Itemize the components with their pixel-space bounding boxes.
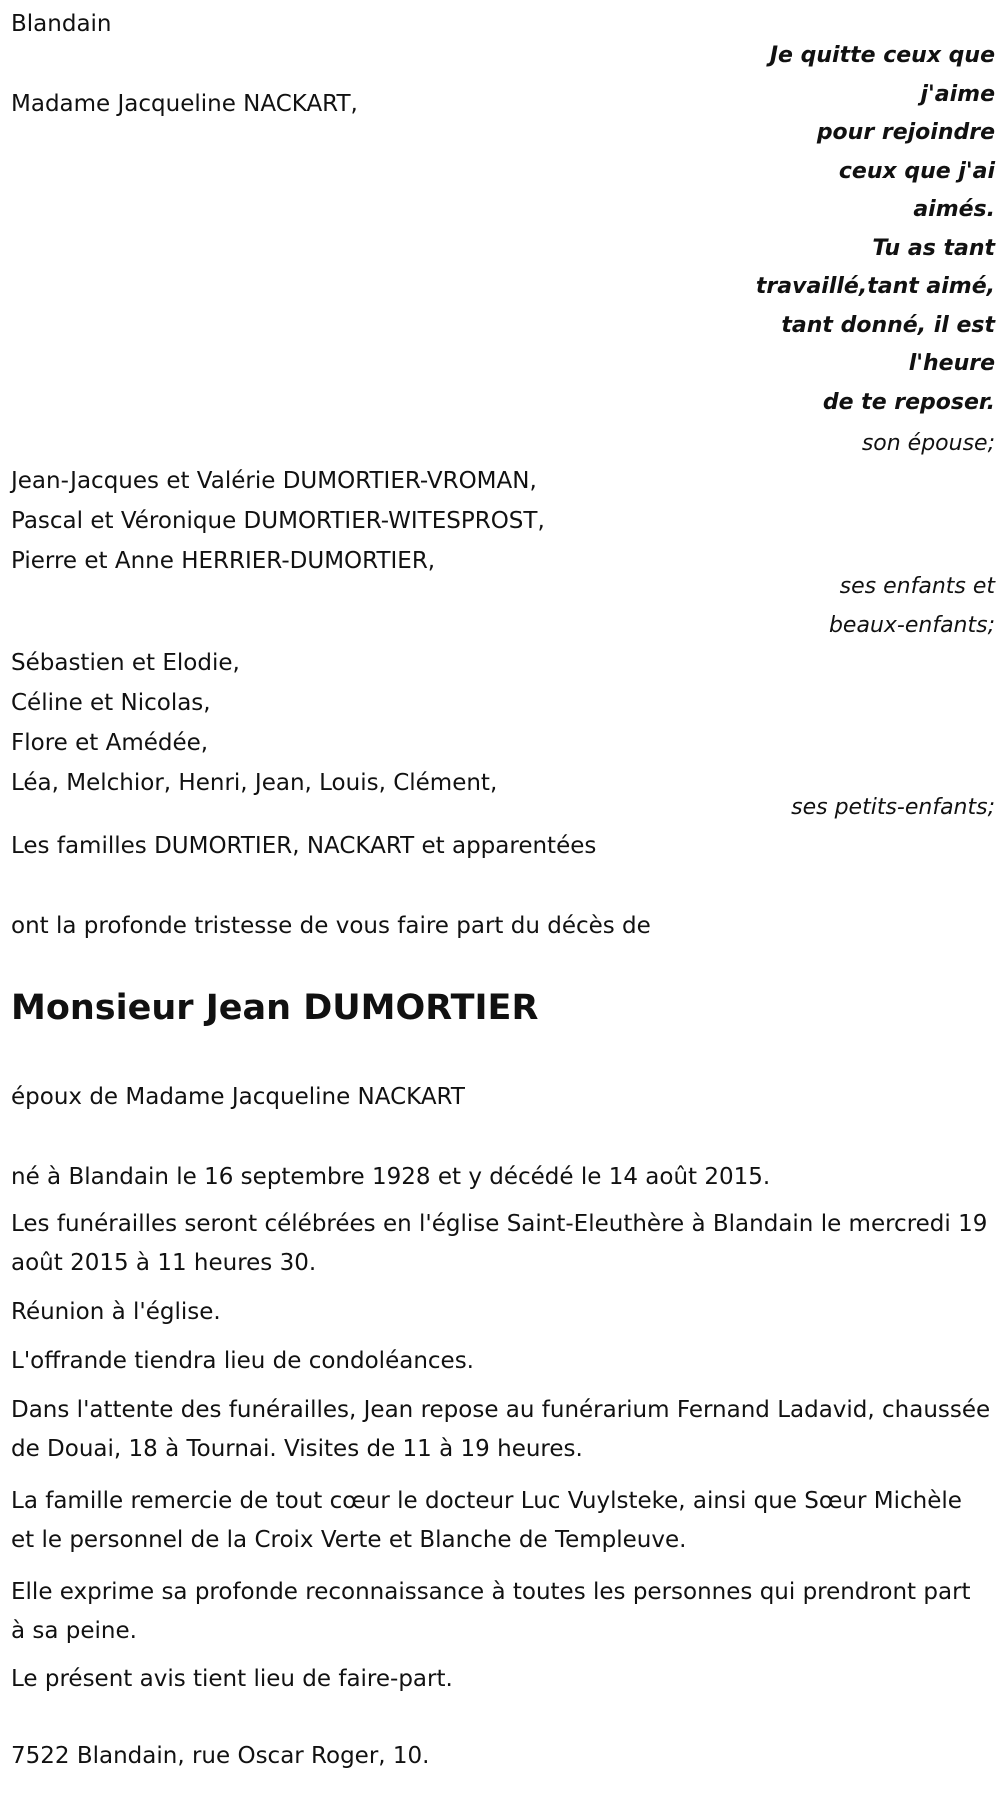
- deceased-relation: époux de Madame Jacqueline NACKART: [11, 1084, 465, 1110]
- meeting-line: Réunion à l'église.: [11, 1299, 221, 1325]
- quote-line: travaillé,tant aimé,: [755, 274, 995, 299]
- spouse-role-label: son épouse;: [861, 431, 995, 456]
- quote-line: Je quitte ceux que: [769, 43, 995, 68]
- families-line: Les familles DUMORTIER, NACKART et apparentées: [11, 833, 597, 859]
- grandchild-name: Sébastien et Elodie,: [11, 650, 240, 676]
- child-name: Pascal et Véronique DUMORTIER-WITESPROST,: [11, 508, 545, 534]
- children-role: [829, 567, 995, 645]
- funeral-paragraph: Les funérailles seront célébrées en l'église Saint-Eleuthère à Blandain le mercredi 19 août 2015 à 11 heures 30.: [11, 1211, 988, 1276]
- quote-line: ceux que j'ai: [838, 158, 995, 184]
- rest-paragraph: Dans l'attente des funérailles, Jean repose au funérarium Fernand Ladavid, chaussée de Douai, 18 à Tournai. Visites de 11 à 19 heures.: [11, 1397, 991, 1462]
- grandchildren-role: [791, 788, 995, 827]
- address-line: 7522 Blandain, rue Oscar Roger, 10.: [11, 1743, 430, 1769]
- quote-line: l'heure: [908, 351, 995, 376]
- announcement-line: ont la profonde tristesse de vous faire part du décès de: [11, 913, 651, 939]
- thanks-paragraph: La famille remercie de tout cœur le docteur Luc Vuylsteke, ainsi que Sœur Michèle et le personnel de la Croix Verte et Blanche de Templeuve.: [11, 1488, 962, 1553]
- grandchild-name: Flore et Amédée,: [11, 730, 209, 756]
- child-name: Jean-Jacques et Valérie DUMORTIER-VROMAN,: [11, 468, 537, 494]
- child-name: Pierre et Anne HERRIER-DUMORTIER,: [11, 548, 436, 574]
- birth-death-line: né à Blandain le 16 septembre 1928 et y décédé le 14 août 2015.: [11, 1164, 771, 1190]
- grandchildren-role-label: ses petits-enfants;: [791, 795, 995, 820]
- spouse-role: [862, 424, 995, 463]
- children-role-line: beaux-enfants;: [828, 613, 995, 638]
- quote-line: Tu as tant: [872, 235, 995, 261]
- children-role-line: ses enfants et: [839, 574, 995, 599]
- quote-line: tant donné, il est: [781, 312, 995, 338]
- offering-line: L'offrande tiendra lieu de condoléances.: [11, 1348, 474, 1374]
- quote-line: pour rejoindre: [816, 120, 995, 145]
- grandchild-name: Léa, Melchior, Henri, Jean, Louis, Clément,: [11, 770, 498, 796]
- grandchild-name: Céline et Nicolas,: [11, 690, 211, 716]
- deceased-name: Monsieur Jean DUMORTIER: [11, 988, 539, 1028]
- memorial-quote: [715, 37, 995, 422]
- quote-line: aimés.: [913, 197, 995, 222]
- quote-line: de te reposer.: [822, 389, 995, 415]
- place-heading: Blandain: [11, 11, 112, 37]
- quote-line: j'aime: [920, 81, 995, 107]
- spouse-name: Madame Jacqueline NACKART,: [11, 91, 358, 117]
- notice-line: Le présent avis tient lieu de faire-part.: [11, 1666, 453, 1692]
- gratitude-paragraph: Elle exprime sa profonde reconnaissance à toutes les personnes qui prendront part à sa peine.: [11, 1579, 971, 1644]
